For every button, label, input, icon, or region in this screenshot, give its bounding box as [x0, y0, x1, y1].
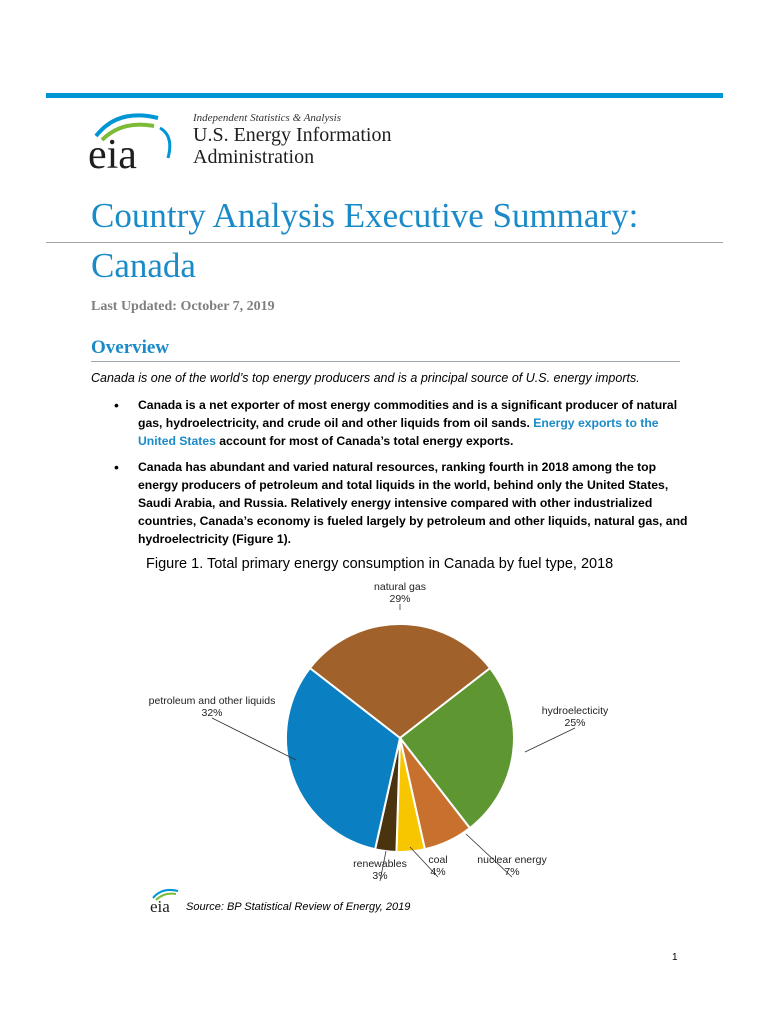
- slice-label: coal: [428, 854, 448, 866]
- eia-small-logo: [150, 886, 184, 919]
- org-block: [193, 112, 392, 168]
- page-title-line1: Country Analysis Executive Summary:: [91, 196, 639, 235]
- slice-label: renewables: [353, 858, 407, 870]
- energy-exports-link[interactable]: Energy exports to the United States: [138, 416, 659, 448]
- figure-title: Figure 1. Total primary energy consumption in Canada by fuel type, 2018: [146, 556, 614, 572]
- bullet-text: Canada is a net exporter of most energy commodities and is a significant producer of natural gas, hydroelectricity, and crude oil and other liquids from oil sands.: [138, 398, 678, 430]
- page-title-line2: Canada: [91, 246, 196, 285]
- org-name-line2: Administration: [193, 146, 315, 168]
- leader-line: [525, 728, 575, 752]
- figure-source: Source: BP Statistical Review of Energy, 2019: [186, 901, 411, 913]
- logo-text: eia: [88, 132, 137, 176]
- page-number: 1: [672, 952, 678, 963]
- slice-value-label: 3%: [372, 870, 388, 882]
- logo-text: eia: [150, 897, 170, 914]
- leader-line: [212, 718, 296, 760]
- pie-chart: [130, 576, 630, 901]
- intro-text: Canada is one of the world’s top energy producers and is a principal source of U.S. energy imports.: [91, 371, 640, 385]
- slice-label: nuclear energy: [477, 854, 547, 866]
- slice-label: petroleum and other liquids: [148, 695, 276, 707]
- bullet-text: Canada has abundant and varied natural resources, ranking fourth in 2018 among the top energy producers of petroleum and total liquids in the world, behind only the United States, Saudi Arabia, and Russia. Relatively energy intensive compared with other industrialized countries, Canada’s economy is fueled largely by petroleum and other liquids, natural gas, and hydroelectricity (Figure 1).: [138, 460, 688, 546]
- top-accent-bar: [46, 93, 723, 98]
- slice-value-label: 29%: [389, 593, 411, 605]
- bullet-dot-icon: •: [114, 459, 119, 475]
- eia-logo: [88, 106, 180, 176]
- tagline: Independent Statistics & Analysis: [193, 112, 341, 124]
- slice-value-label: 32%: [201, 707, 223, 719]
- last-updated: Last Updated: October 7, 2019: [91, 299, 275, 314]
- section-divider: [91, 361, 680, 362]
- title-divider: [46, 242, 723, 243]
- bullet-text: account for most of Canada’s total energy exports.: [215, 434, 514, 448]
- slice-label: natural gas: [374, 581, 426, 593]
- bullet-item: [114, 396, 688, 450]
- org-name-line1: U.S. Energy Information: [193, 124, 392, 146]
- slice-value-label: 7%: [504, 866, 520, 878]
- bullet-item: [114, 458, 688, 548]
- slice-value-label: 25%: [564, 717, 586, 729]
- overview-bullet-list: [114, 396, 688, 556]
- section-heading-overview: Overview: [91, 337, 170, 358]
- slice-label: hydroelecticity: [541, 705, 609, 717]
- bullet-dot-icon: •: [114, 397, 119, 413]
- slice-value-label: 4%: [430, 866, 446, 878]
